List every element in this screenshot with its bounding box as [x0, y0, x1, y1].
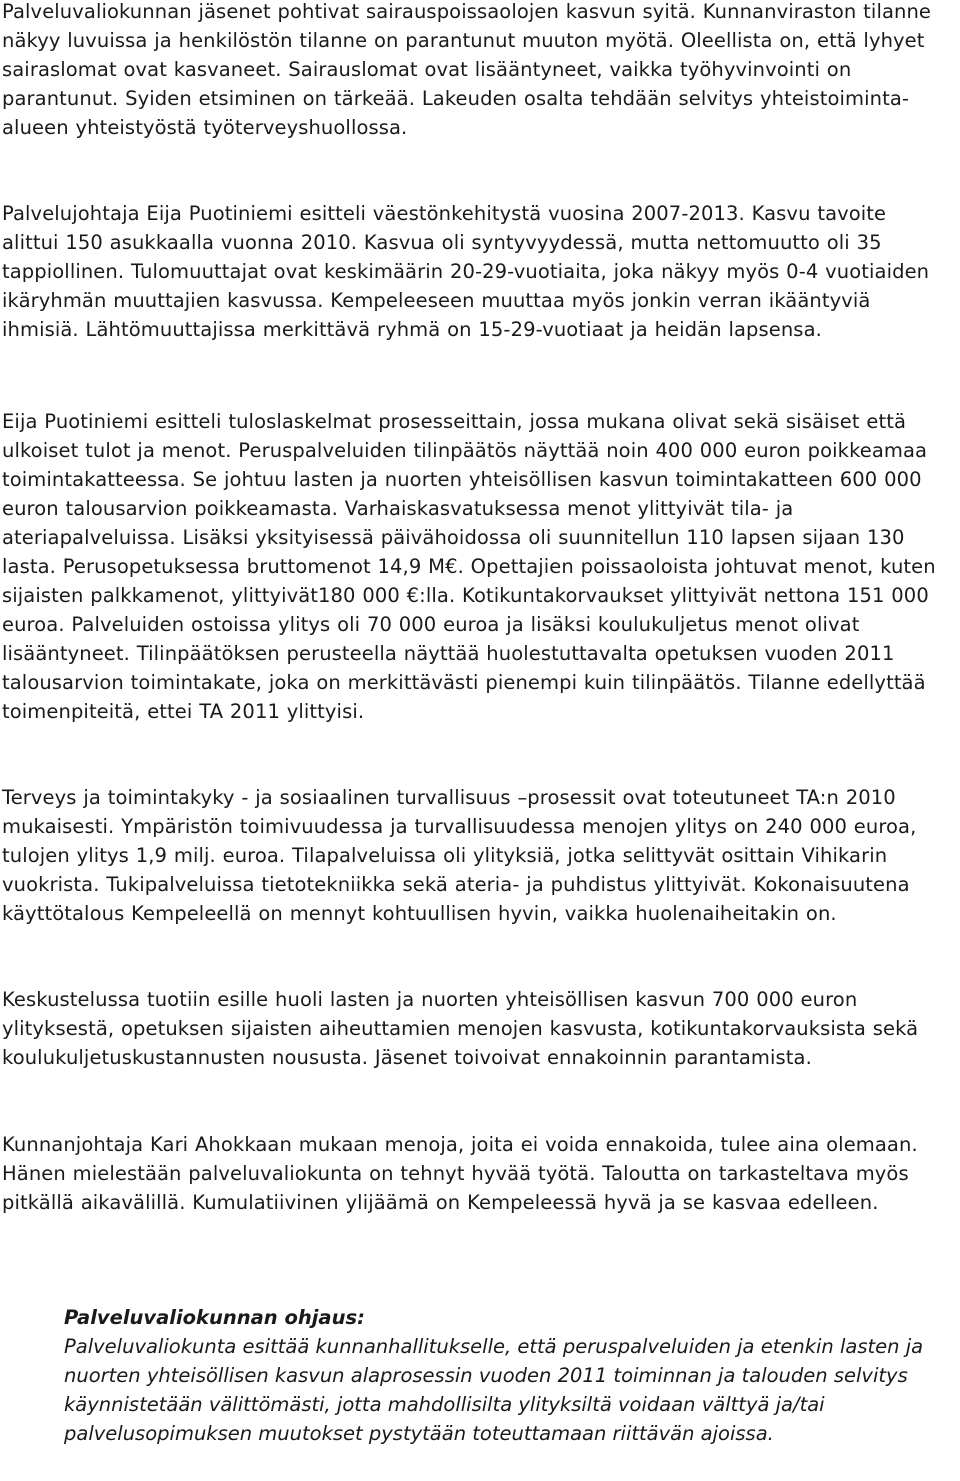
- paragraph-mayor-comment: Kunnanjohtaja Kari Ahokkaan mukaan menoja, joita ei voida ennakoida, tulee aina olemaan. Hänen mielestään palveluvaliokunta on tehnyt hyvää työtä. Taloutta on tarkasteltava myös pitkällä aikavälillä. Kumulatiivinen ylijäämä on Kempeleessä hyvä ja se kasvaa edelleen.: [2, 1133, 918, 1214]
- paragraph-income-statements: Eija Puotiniemi esitteli tuloslaskelmat prosesseittain, jossa mukana olivat sekä sisäiset että ulkoiset tulot ja menot. Peruspalveluiden tilinpäätös näyttää noin 400 000 euron poikkeamaa toimintakatteessa. Se johtuu lasten ja nuorten yhteisöllisen kasvun toimintakatteen 600 000 euron talousarvion poikkeamasta. Varhaiskasvatuksessa menot ylittyivät tila- ja ateriapalveluissa. Lisäksi yksityisessä päivähoidossa oli suunnitellun 110 lapsen sijaan 130 lasta. Perusopetuksessa bruttomenot 14,9 M€. Opettajien poissaoloista johtuvat menot, kuten sijaisten palkkamenot, ylittyivät180 000 €:lla. Kotikuntakorvaukset ylittyivät nettona 151 000 euroa. Palveluiden ostoissa ylitys oli 70 000 euroa ja lisäksi koulukuljetus menot olivat lisääntyneet. Tilinpäätöksen perusteella näyttää huolestuttavalta opetuksen vuoden 2011 talousarvion toimintakate, joka on merkittävästi pienempi kuin tilinpäätös. Tilanne edellyttää toimenpiteitä, ettei TA 2011 ylittyisi.: [2, 410, 936, 723]
- directive-heading: Palveluvaliokunnan ohjaus:: [64, 1306, 365, 1329]
- paragraph-health-processes: Terveys ja toimintakyky - ja sosiaalinen turvallisuus –prosessit ovat toteutuneet TA:n 2010 mukaisesti. Ympäristön toimivuudessa ja turvallisuudessa menojen ylitys on 240 000 euroa, tulojen ylitys 1,9 milj. euroa. Tilapalveluissa oli ylityksiä, jotka selittyvät osittain Vihikarin vuokrista. Tukipalveluissa tietotekniikka sekä ateria- ja puhdistus ylittyivät. Kokonaisuutena käyttötalous Kempeleellä on mennyt kohtuullisen hyvin, vaikka huolenaiheitakin on.: [2, 786, 917, 925]
- paragraph-discussion: Keskustelussa tuotiin esille huoli lasten ja nuorten yhteisöllisen kasvun 700 000 euron ylityksestä, opetuksen sijaisten aiheuttamien menojen kasvusta, kotikuntakorvauksista sekä koulukuljetuskustannusten noususta. Jäsenet toivoivat ennakoinnin parantamista.: [2, 988, 919, 1069]
- paragraph-sick-leave: Palveluvaliokunnan jäsenet pohtivat sairauspoissaolojen kasvun syitä. Kunnanviraston tilanne näkyy luvuissa ja henkilöstön tilanne on parantunut muuton myötä. Oleellista on, että lyhyet sairaslomat ovat kasvaneet. Sairauslomat ovat lisääntyneet, vaikka työhyvinvointi on parantunut. Syiden etsiminen on tärkeää. Lakeuden osalta tehdään selvitys yhteistoiminta-alueen yhteistyöstä työterveyshuollossa.: [2, 0, 932, 139]
- paragraph-population: Palvelujohtaja Eija Puotiniemi esitteli väestönkehitystä vuosina 2007-2013. Kasvu tavoite alittui 150 asukkaalla vuonna 2010. Kasvua oli syntyvyydessä, mutta nettomuutto oli 35 tappiollinen. Tulomuuttajat ovat keskimäärin 20-29-vuotiaita, joka näkyy myös 0-4 vuotiaiden ikäryhmän muuttajien kasvussa. Kempeleeseen muuttaa myös jonkin verran ikääntyviä ihmisiä. Lähtömuuttajissa merkittävä ryhmä on 15-29-vuotiaat ja heidän lapsensa.: [2, 202, 930, 341]
- committee-directive: [64, 1303, 954, 1448]
- directive-text: Palveluvaliokunta esittää kunnanhallitukselle, että peruspalveluiden ja etenkin lasten ja nuorten yhteisöllisen kasvun alaprosessin vuoden 2011 toiminnan ja talouden selvitys käynnistetään välittömästi, jotta mahdollisilta ylityksiltä voidaan välttyä ja/tai palvelusopimuksen muutokset pystytään toteuttamaan riittävän ajoissa.: [64, 1335, 924, 1445]
